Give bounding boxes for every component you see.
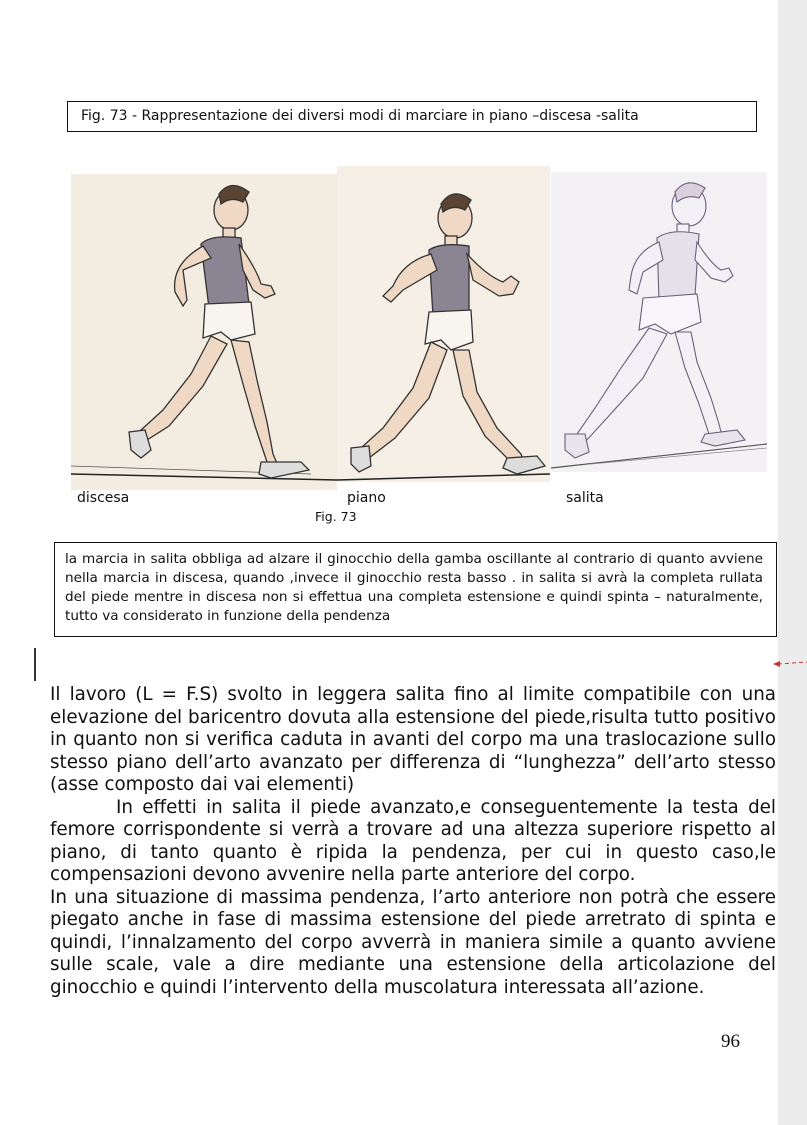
paragraph: Il lavoro (L = F.S) svolto in leggera salita fino al limite compatibile con una elevazione del baricentro dovuta alla estensione del piede,risulta tutto positivo in quanto non si verifica caduta in avanti del corpo ma una traslocazione sullo stesso piano dell’arto avanzato per differenza di “lunghezza” dell’arto stesso (asse composto dai vai elementi) (50, 684, 776, 795)
label-discesa: discesa (77, 490, 130, 506)
figure-number: Fig. 73 (315, 509, 357, 524)
note-text: la marcia in salita obbliga ad alzare il ginocchio della gamba oscillante al contrario di quanto avviene nella marcia in discesa, quando ,invece il ginocchio resta basso . in salita si avrà la completa rullata del piede mentre in discesa non si effettua una completa estensione e quindi spinta – naturalmente, tutto va considerato in funzione della pendenza (65, 551, 763, 624)
label-salita: salita (566, 490, 604, 506)
illustration-salita (551, 172, 767, 472)
body-text (50, 684, 776, 999)
figure-caption: Fig. 73 - Rappresentazione dei diversi modi di marciare in piano –discesa -salita (67, 101, 757, 132)
figure-illustrations (71, 166, 767, 490)
paragraph: In una situazione di massima pendenza, l’arto anteriore non potrà che essere piegato anche in fase di massima estensione del piede arretrato di spinta e quindi, l’innalzamento del corpo avverrà in maniera simile a quanto avviene sulle scale, vale a dire mediante una estensione della articolazione del ginocchio e quindi l’intervento della muscolatura interessata all’azione. (50, 886, 776, 998)
page-margin-strip (778, 0, 807, 1125)
page-number: 96 (721, 1031, 740, 1052)
paragraph: In effetti in salita il piede avanzato,e conseguentemente la testa del femore corrispondente si verrà a trovare ad una altezza superiore rispetto al piano, di tanto quanto è ripida la pendenza, per cui in questo caso,le compensazioni devono avvenire nella parte anteriore del corpo. (50, 796, 776, 885)
note-box (54, 542, 777, 637)
illustration-piano (337, 166, 550, 482)
label-piano: piano (347, 490, 386, 506)
margin-arrow-icon (772, 657, 807, 671)
illustration-discesa (71, 174, 337, 490)
text-cursor (34, 648, 36, 681)
